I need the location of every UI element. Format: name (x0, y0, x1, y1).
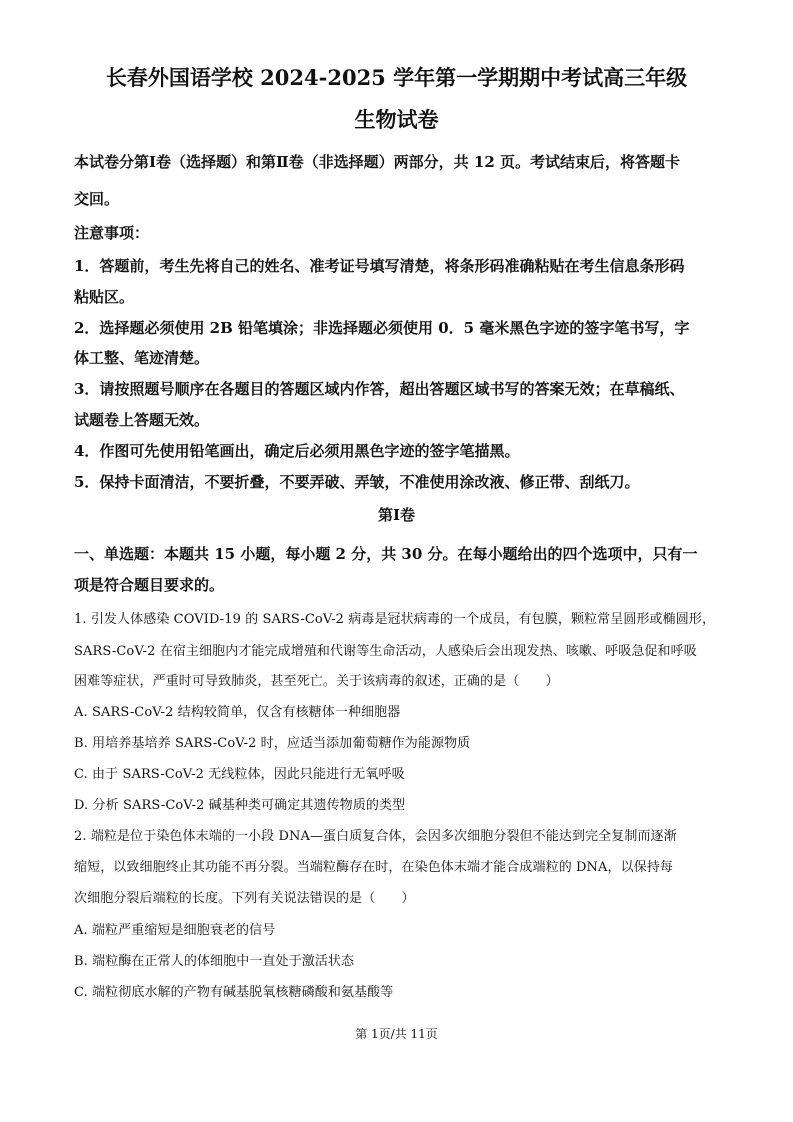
q1-option-a: A. SARS-CoV-2 结构较简单，仅含有核糖体一种细胞器 (74, 705, 401, 720)
notice-line: 5．保持卡面清洁，不要折叠，不要弄破、弄皱，不准使用涂改液、修正带、刮纸刀。 (74, 473, 640, 491)
notice-line: 4．作图可先使用铅笔画出，确定后必须用黑色字迹的签字笔描黑。 (74, 442, 520, 460)
q2-stem-line: 2. 端粒是位于染色体末端的一小段 DNA—蛋白质复合体，会因多次细胞分裂但不能达到完全复制而逐渐 (74, 829, 677, 844)
q2-stem-line: 缩短，以致细胞终止其功能不再分裂。当端粒酶存在时，在染色体末端才能合成端粒的 DNA，以保持每 (74, 860, 674, 875)
q1-stem-line: 困难等症状，严重时可导致肺炎，甚至死亡。关于该病毒的叙述，正确的是（ ） (74, 674, 559, 689)
q1-option-d: D. 分析 SARS-CoV-2 碱基种类可确定其遗传物质的类型 (74, 798, 406, 813)
notice-heading: 注意事项： (74, 224, 150, 242)
notice-line: 试题卷上答题无效。 (74, 411, 210, 429)
q2-option-c: C. 端粒彻底水解的产物有碱基脱氧核糖磷酸和氨基酸等 (74, 985, 394, 1000)
q1-stem-line: 1. 引发人体感染 COVID-19 的 SARS-CoV-2 病毒是冠状病毒的一个成员，有包膜，颗粒常呈圆形或椭圆形， (74, 612, 716, 627)
exam-title: 长春外国语学校 2024-2025 学年第一学期期中考试高三年级 (105, 65, 688, 90)
page-footer: 第 1页/共 11页 (355, 1027, 438, 1041)
q2-stem-line: 次细胞分裂后端粒的长度。下列有关说法错误的是（ ） (74, 891, 415, 906)
intro-line-1: 本试卷分第Ⅰ卷（选择题）和第Ⅱ卷（非选择题）两部分，共 12 页。考试结束后，将答题卡 (74, 153, 680, 171)
intro-line-2: 交回。 (74, 190, 120, 208)
notice-line: 1．答题前，考生先将自己的姓名、准考证号填写清楚，将条形码准确粘贴在考生信息条形码 (74, 257, 685, 275)
exam-subtitle: 生物试卷 (354, 107, 439, 132)
section-heading-line-1: 一、单选题：本题共 15 小题，每小题 2 分，共 30 分。在每小题给出的四个选项中，只有一 (74, 545, 698, 563)
q1-stem-line: SARS-CoV-2 在宿主细胞内才能完成增殖和代谢等生命活动，人感染后会出现发热、咳嗽、呼吸急促和呼吸 (74, 644, 697, 659)
notice-line: 3．请按照题号顺序在各题目的答题区域内作答，超出答题区域书写的答案无效；在草稿纸、 (74, 380, 685, 398)
notice-line: 体工整、笔迹清楚。 (74, 349, 210, 367)
section-heading-line-2: 项是符合题目要求的。 (74, 576, 225, 594)
q1-option-b: B. 用培养基培养 SARS-CoV-2 时，应适当添加葡萄糖作为能源物质 (74, 736, 471, 751)
q2-option-a: A. 端粒严重缩短是细胞衰老的信号 (74, 923, 276, 938)
q1-option-c: C. 由于 SARS-CoV-2 无线粒体，因此只能进行无氧呼吸 (74, 767, 405, 782)
q2-option-b: B. 端粒酶在正常人的体细胞中一直处于激活状态 (74, 954, 355, 969)
part-heading: 第Ⅰ卷 (377, 506, 416, 524)
notice-line: 粘贴区。 (74, 288, 135, 306)
notice-line: 2．选择题必须使用 2B 铅笔填涂；非选择题必须使用 0．5 毫米黑色字迹的签字笔书写，字 (74, 319, 690, 337)
